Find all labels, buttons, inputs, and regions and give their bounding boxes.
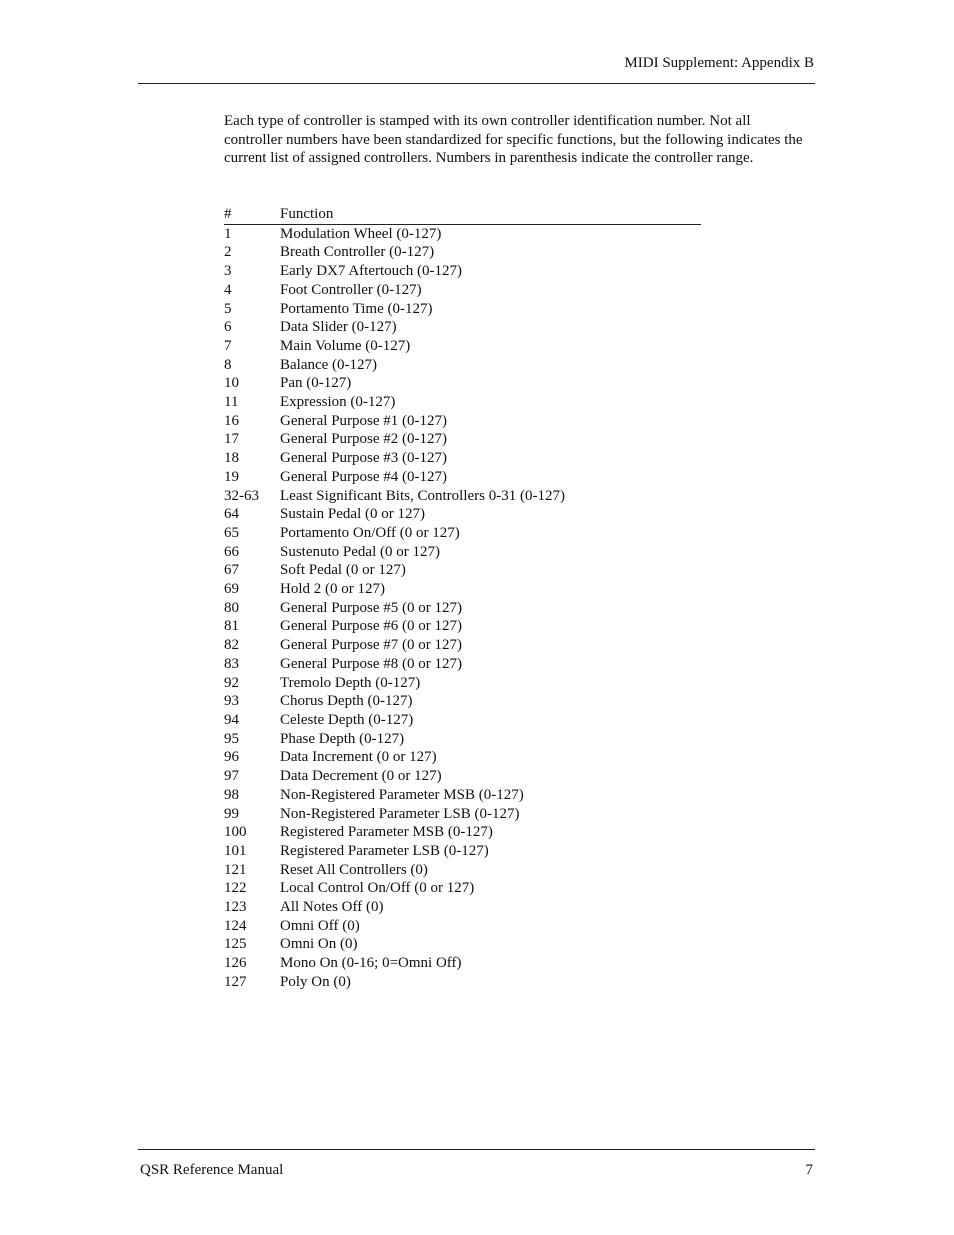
controller-number: 11 [224, 394, 239, 411]
controller-function: Portamento Time (0-127) [280, 300, 433, 317]
table-row [224, 262, 701, 281]
controller-function: Registered Parameter MSB (0-127) [280, 824, 493, 841]
footer-title: QSR Reference Manual [140, 1162, 284, 1178]
controller-number: 64 [224, 506, 239, 523]
table-row [224, 636, 701, 655]
controller-number: 82 [224, 637, 239, 654]
controller-number: 124 [224, 917, 247, 934]
controller-function: Modulation Wheel (0-127) [280, 225, 442, 242]
table-row [224, 711, 701, 730]
page-header [138, 52, 815, 84]
controller-function: Balance (0-127) [280, 356, 378, 373]
table-row [224, 543, 701, 562]
column-header-number: # [224, 205, 280, 224]
table-row [224, 393, 701, 412]
controller-number: 121 [224, 861, 247, 878]
table-row [224, 430, 701, 449]
controller-function: Early DX7 Aftertouch (0-127) [280, 263, 463, 280]
controller-function: Omni On (0) [280, 936, 358, 953]
controller-function: General Purpose #3 (0-127) [280, 450, 448, 467]
table-row [224, 674, 701, 693]
table-row [224, 374, 701, 393]
controller-function: Reset All Controllers (0) [280, 861, 428, 878]
table-row [224, 730, 701, 749]
table-row [224, 580, 701, 599]
controller-number: 99 [224, 805, 239, 822]
controller-rows [224, 224, 701, 991]
table-row [224, 861, 701, 880]
controller-function: Non-Registered Parameter MSB (0-127) [280, 786, 524, 803]
table-row [224, 281, 701, 300]
controller-number: 67 [224, 562, 239, 579]
page-number: 7 [805, 1162, 813, 1178]
table-row [224, 748, 701, 767]
table-row [224, 842, 701, 861]
table-row [224, 954, 701, 973]
table-row [224, 300, 701, 319]
controller-function: Non-Registered Parameter LSB (0-127) [280, 805, 520, 822]
controller-number: 123 [224, 899, 247, 916]
controller-number: 4 [224, 281, 232, 298]
controller-number: 96 [224, 749, 239, 766]
running-title: MIDI Supplement: Appendix B [624, 55, 814, 71]
controller-function: Data Decrement (0 or 127) [280, 768, 442, 785]
table-row [224, 973, 701, 992]
table-row [224, 318, 701, 337]
controller-number: 127 [224, 973, 247, 990]
controller-table [224, 205, 701, 992]
table-row [224, 468, 701, 487]
controller-function: Breath Controller (0-127) [280, 244, 435, 261]
controller-function: Sustenuto Pedal (0 or 127) [280, 543, 440, 560]
controller-number: 5 [224, 300, 232, 317]
controller-function: Hold 2 (0 or 127) [280, 581, 385, 598]
table-row [224, 917, 701, 936]
table-row [224, 505, 701, 524]
controller-function: General Purpose #2 (0-127) [280, 431, 448, 448]
controller-number: 10 [224, 375, 239, 392]
controller-number: 32-63 [224, 487, 259, 504]
page-footer [138, 1149, 815, 1182]
controller-number: 100 [224, 824, 247, 841]
controller-number: 18 [224, 450, 239, 467]
controller-number: 101 [224, 842, 247, 859]
controller-number: 125 [224, 936, 247, 953]
controller-number: 19 [224, 468, 239, 485]
controller-function: General Purpose #1 (0-127) [280, 412, 448, 429]
controller-number: 66 [224, 543, 239, 560]
controller-number: 80 [224, 599, 239, 616]
table-row [224, 524, 701, 543]
controller-number: 2 [224, 244, 232, 261]
controller-function: Chorus Depth (0-127) [280, 693, 413, 710]
controller-number: 69 [224, 581, 239, 598]
controller-function: Main Volume (0-127) [280, 337, 411, 354]
controller-function: General Purpose #6 (0 or 127) [280, 618, 463, 635]
column-header-function: Function [280, 205, 701, 224]
controller-number: 92 [224, 674, 239, 691]
controller-function: Phase Depth (0-127) [280, 730, 405, 747]
controller-number: 122 [224, 880, 247, 897]
controller-number: 97 [224, 768, 239, 785]
table-row [224, 655, 701, 674]
controller-function: Sustain Pedal (0 or 127) [280, 506, 425, 523]
controller-number: 17 [224, 431, 239, 448]
controller-function: General Purpose #7 (0 or 127) [280, 637, 463, 654]
controller-function: Mono On (0-16; 0=Omni Off) [280, 955, 462, 972]
controller-function: Data Slider (0-127) [280, 319, 397, 336]
table-row [224, 243, 701, 262]
controller-function: Tremolo Depth (0-127) [280, 674, 421, 691]
table-row [224, 786, 701, 805]
controller-number: 94 [224, 711, 239, 728]
table-row [224, 412, 701, 431]
table-row [224, 356, 701, 375]
controller-number: 8 [224, 356, 232, 373]
controller-number: 126 [224, 955, 247, 972]
controller-number: 1 [224, 225, 232, 242]
controller-number: 95 [224, 730, 239, 747]
controller-number: 98 [224, 786, 239, 803]
controller-function: Data Increment (0 or 127) [280, 749, 437, 766]
controller-number: 83 [224, 655, 239, 672]
controller-function: All Notes Off (0) [280, 899, 384, 916]
controller-number: 65 [224, 524, 239, 541]
table-row [224, 692, 701, 711]
controller-number: 3 [224, 263, 232, 280]
controller-function: Least Significant Bits, Controllers 0-31 (0-127) [280, 487, 565, 504]
table-row [224, 879, 701, 898]
controller-function: General Purpose #8 (0 or 127) [280, 655, 463, 672]
controller-function: Celeste Depth (0-127) [280, 711, 414, 728]
table-row [224, 449, 701, 468]
table-row [224, 935, 701, 954]
controller-function: Portamento On/Off (0 or 127) [280, 524, 460, 541]
controller-number: 7 [224, 337, 232, 354]
controller-function: Registered Parameter LSB (0-127) [280, 842, 489, 859]
controller-number: 6 [224, 319, 232, 336]
table-row [224, 487, 701, 506]
controller-function: Soft Pedal (0 or 127) [280, 562, 406, 579]
controller-function: Local Control On/Off (0 or 127) [280, 880, 475, 897]
controller-function: General Purpose #5 (0 or 127) [280, 599, 463, 616]
table-row [224, 898, 701, 917]
table-row [224, 337, 701, 356]
table-row [224, 561, 701, 580]
table-row [224, 767, 701, 786]
table-row [224, 617, 701, 636]
table-row [224, 224, 701, 243]
table-row [224, 823, 701, 842]
table-row [224, 805, 701, 824]
controller-function: General Purpose #4 (0-127) [280, 468, 448, 485]
table-row [224, 599, 701, 618]
controller-number: 93 [224, 693, 239, 710]
intro-paragraph: Each type of controller is stamped with its own controller identification number. Not all controller numbers have been standardized for specific functions, but the following indicates the current list of assigned controllers. Numbers in parenthesis indicate the controller range. [224, 113, 803, 167]
table-header-row [224, 205, 701, 224]
controller-function: Foot Controller (0-127) [280, 281, 422, 298]
controller-number: 16 [224, 412, 239, 429]
controller-function: Expression (0-127) [280, 394, 396, 411]
controller-function: Poly On (0) [280, 973, 351, 990]
controller-number: 81 [224, 618, 239, 635]
controller-function: Pan (0-127) [280, 375, 352, 392]
controller-function: Omni Off (0) [280, 917, 360, 934]
